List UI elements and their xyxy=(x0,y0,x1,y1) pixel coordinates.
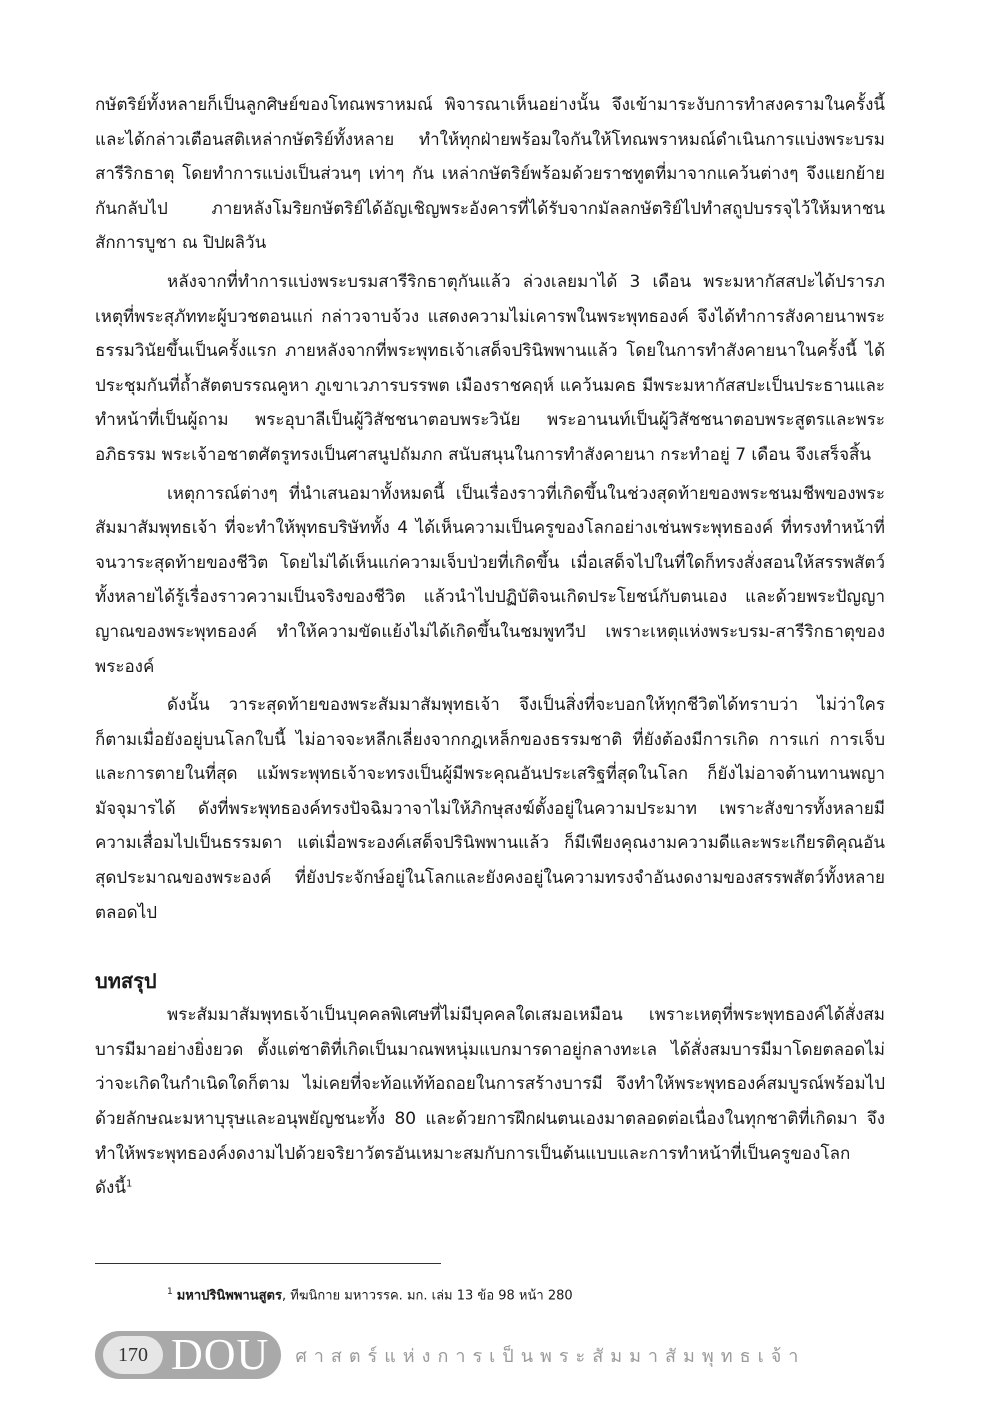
body-paragraph-4: ดังนั้น วาระสุดท้ายของพระสัมมาสัมพุทธเจ้า จึงเป็นสิ่งที่จะบอกให้ทุกชีวิตได้ทราบว่า ไม่ว่าใครก็ตามเมื่อยังอยู่บนโลกใบนี้ ไม่อาจจะหลีกเลี่ยงจากกฎเหล็กของธรรมชาติ ที่ยังต้องมีการเกิด การแก่ การเจ็บ และการตายในที่สุด แม้พระพุทธเจ้าจะทรงเป็นผู้มีพระคุณอันประเสริฐที่สุดในโลก ก็ยังไม่อาจต้านทานพญามัจจุมารได้ ดังที่พระพุทธองค์ทรงปัจฉิมวาจาไม่ให้ภิกษุสงฆ์ตั้งอยู่ในความประมาท เพราะสังขารทั้งหลายมีความเสื่อมไปเป็นธรรมดา แต่เมื่อพระองค์เสด็จปรินิพพานแล้ว ก็มีเพียงคุณงามความดีและพระเกียรติคุณอันสุดประมาณของพระองค์ ที่ยังประจักษ์อยู่ในโลกและยังคงอยู่ในความทรงจำอันงดงามของสรรพสัตว์ทั้งหลายตลอดไป xyxy=(95,695,885,923)
footnote xyxy=(167,1282,573,1306)
footer-badge xyxy=(95,1331,281,1379)
body-paragraph-1: กษัตริย์ทั้งหลายก็เป็นลูกศิษย์ของโทณพราหมณ์ พิจารณาเห็นอย่างนั้น จึงเข้ามาระงับการทำสงครามในครั้งนี้ และได้กล่าวเตือนสติเหล่ากษัตริย์ทั้งหลาย ทำให้ทุกฝ่ายพร้อมใจกันให้โทณพราหมณ์ดำเนินการแบ่งพระบรมสารีริกธาตุ โดยทำการแบ่งเป็นส่วนๆ เท่าๆ กัน เหล่ากษัตริย์พร้อมด้วยราชทูตที่มาจากแคว้นต่างๆ จึงแยกย้ายกันกลับไป ภายหลังโมริยกษัตริย์ได้อัญเชิญพระอังคารที่ได้รับจากมัลลกษัตริย์ไปทำสถูปบรรจุไว้ให้มหาชนสักการบูชา ณ ปิปผลิวัน xyxy=(95,95,885,254)
body-paragraph-3: เหตุการณ์ต่างๆ ที่นำเสนอมาทั้งหมดนี้ เป็นเรื่องราวที่เกิดขึ้นในช่วงสุดท้ายของพระชนมชีพของพระสัมมาสัมพุทธเจ้า ที่จะทำให้พุทธบริษัททั้ง 4 ได้เห็นความเป็นครูของโลกอย่างเช่นพระพุทธองค์ ที่ทรงทำหน้าที่จนวาระสุดท้ายของชีวิต โดยไม่ได้เห็นแก่ความเจ็บป่วยที่เกิดขึ้น เมื่อเสด็จไปในที่ใดก็ทรงสั่งสอนให้สรรพสัตว์ทั้งหลายได้รู้เรื่องราวความเป็นจริงของชีวิต แล้วนำไปปฏิบัติจนเกิดประโยชน์กับตนเอง และด้วยพระปัญญาญาณของพระพุทธองค์ ทำให้ความขัดแย้งไม่ได้เกิดขึ้นในชมพูทวีป เพราะเหตุแห่งพระบรม-สารีริกธาตุของพระองค์ xyxy=(95,483,885,677)
footnote-source: , ทีฆนิกาย มหาวรรค. มก. เล่ม 13 ข้อ 98 หน้า 280 xyxy=(281,1288,573,1304)
footnote-reference[interactable]: 1 xyxy=(125,1178,133,1190)
footnote-title: มหาปรินิพพานสูตร xyxy=(176,1288,282,1304)
page-footer xyxy=(95,1330,805,1380)
dou-logo: DOU xyxy=(171,1330,270,1379)
body-paragraph-2: หลังจากที่ทำการแบ่งพระบรมสารีริกธาตุกันแล้ว ล่วงเลยมาได้ 3 เดือน พระมหากัสสปะได้ปรารภเหตุที่พระสุภัททะผู้บวชตอนแก่ กล่าวจาบจ้วง แสดงความไม่เคารพในพระพุทธองค์ จึงได้ทำการสังคายนาพระธรรมวินัยขึ้นเป็นครั้งแรก ภายหลังจากที่พระพุทธเจ้าเสด็จปรินิพพานแล้ว โดยในการทำสังคายนาในครั้งนี้ ได้ประชุมกันที่ถ้ำสัตตบรรณคูหา ภูเขาเวภารบรรพต เมืองราชคฤห์ แคว้นมคธ มีพระมหากัสสปะเป็นประธานและทำหน้าที่เป็นผู้ถาม พระอุบาลีเป็นผู้วิสัชชนาตอบพระวินัย พระอานนท์เป็นผู้วิสัชชนาตอบพระสูตรและพระอภิธรรม พระเจ้าอชาตศัตรูทรงเป็นศาสนูปถัมภก สนับสนุนในการทำสังคายนา กระทำอยู่ 7 เดือน จึงเสร็จสิ้น xyxy=(95,271,885,465)
footnote-divider xyxy=(95,1263,441,1264)
footnote-number: 1 xyxy=(167,1287,173,1297)
page-body xyxy=(95,88,885,1206)
summary-paragraph xyxy=(95,998,885,1206)
page-number: 170 xyxy=(103,1336,163,1374)
summary-text: พระสัมมาสัมพุทธเจ้าเป็นบุคคลพิเศษที่ไม่มีบุคคลใดเสมอเหมือน เพราะเหตุที่พระพุทธองค์ได้สั่งสมบารมีมาอย่างยิ่งยวด ตั้งแต่ชาติที่เกิดเป็นมาณพหนุ่มแบกมารดาอยู่กลางทะเล ได้สั่งสมบารมีมาโดยตลอดไม่ว่าจะเกิดในกำเนิดใดก็ตาม ไม่เคยที่จะท้อแท้ท้อถอยในการสร้างบารมี จึงทำให้พระพุทธองค์สมบูรณ์พร้อมไปด้วยลักษณะมหาบุรุษและอนุพยัญชนะทั้ง 80 และด้วยการฝึกฝนตนเองมาตลอดต่อเนื่องในทุกชาติที่เกิดมา จึงทำให้พระพุทธองค์งดงามไปด้วยจริยาวัตรอันเหมาะสมกับการเป็นต้นแบบและการทำหน้าที่เป็นครูของโลก ดังนี้ xyxy=(95,1005,885,1199)
book-title: ศาสตร์แห่งการเป็นพระสัมมาสัมพุทธเจ้า xyxy=(295,1345,806,1367)
section-heading-summary: บทสรุป xyxy=(95,969,157,994)
